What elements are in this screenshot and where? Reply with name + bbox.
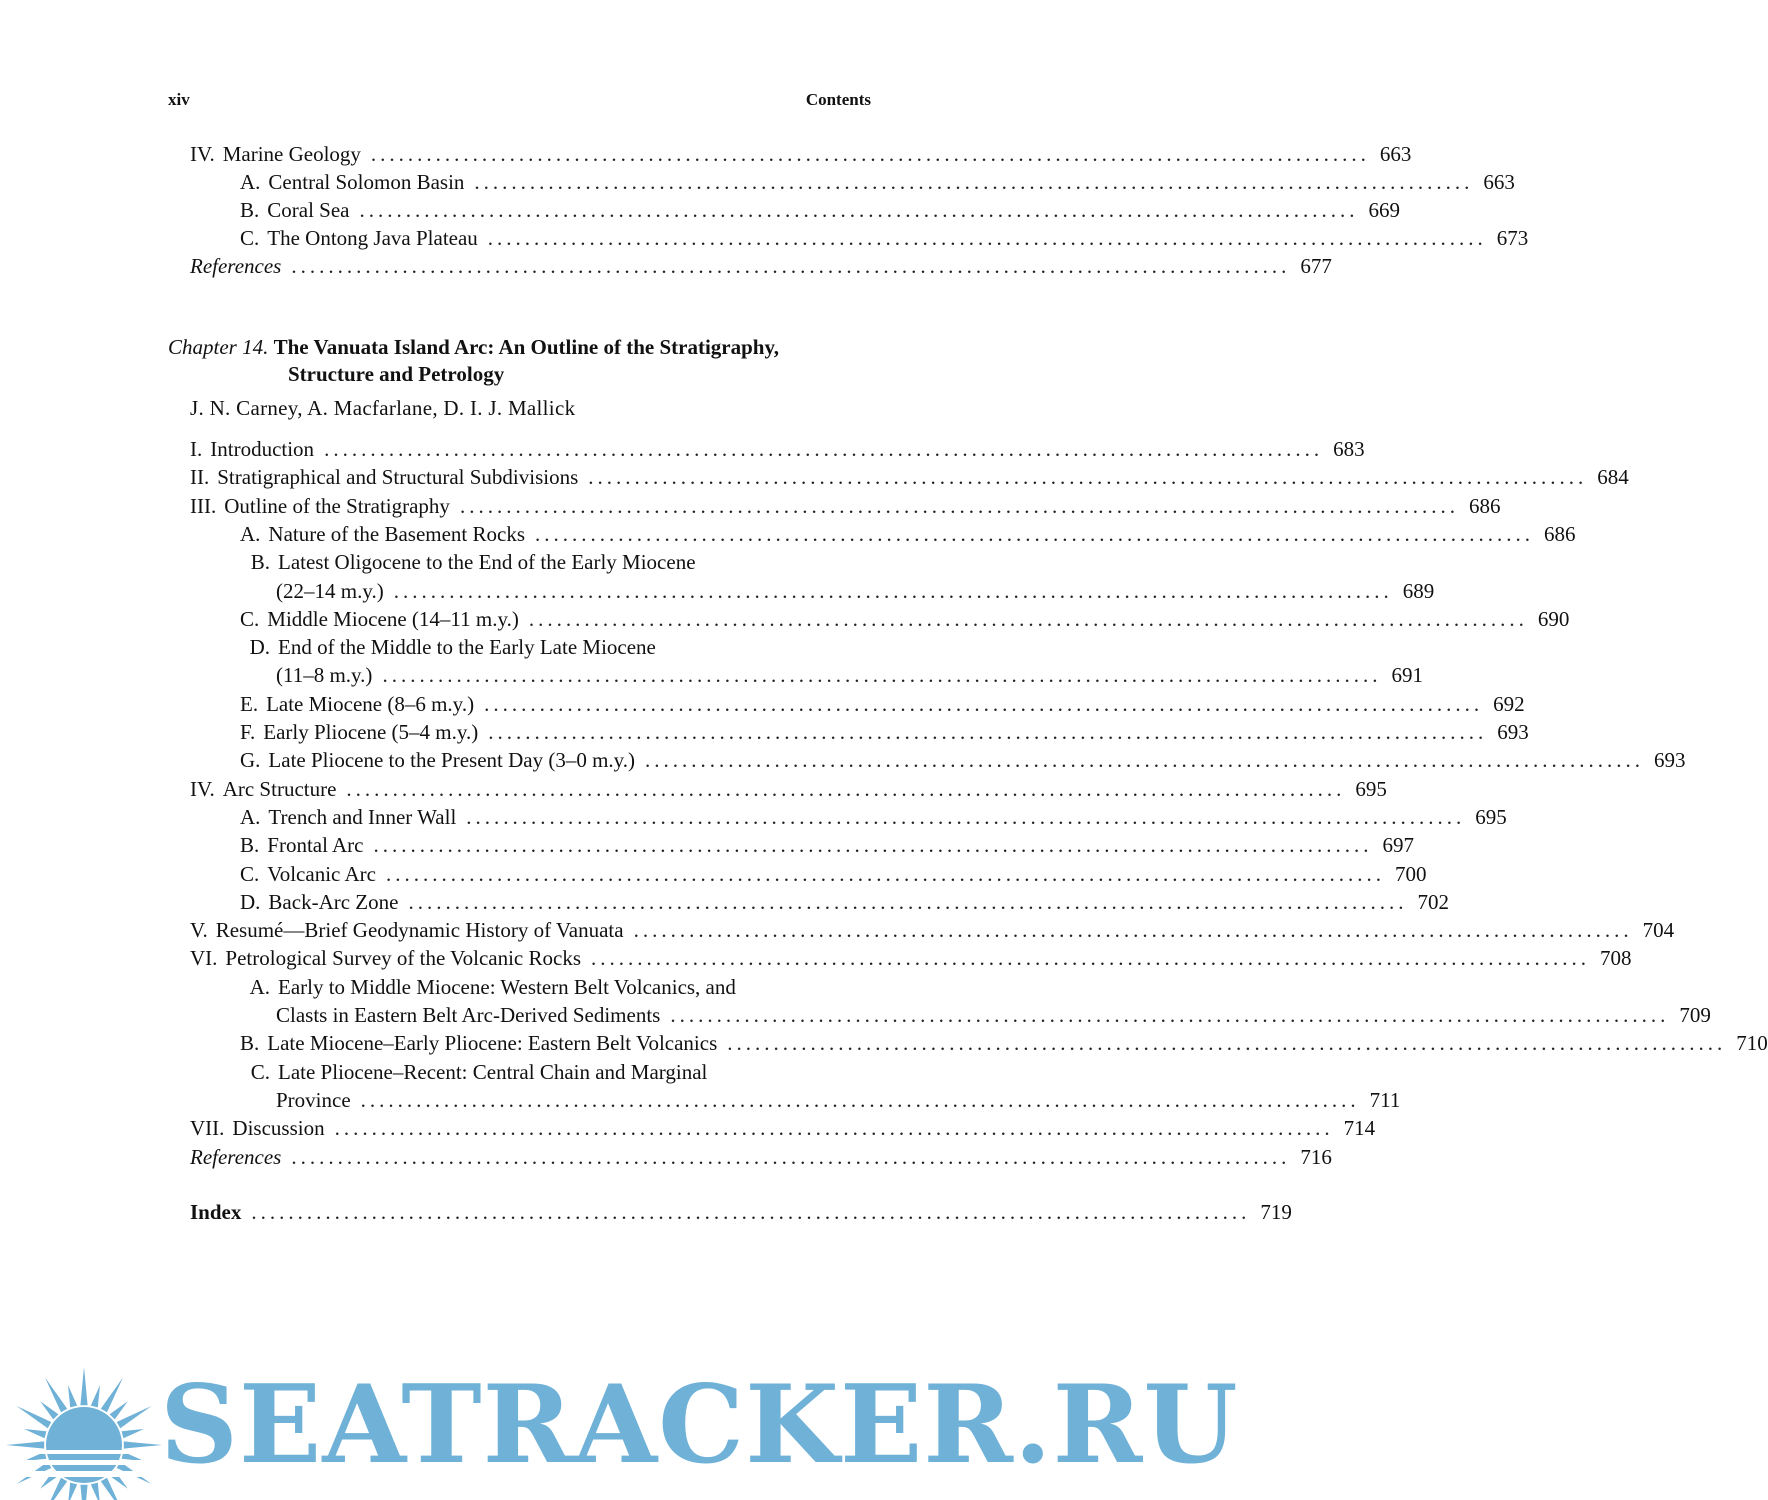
toc-entry <box>240 168 1515 196</box>
toc-entry <box>240 1029 1768 1057</box>
toc-entry-page: 690 <box>1537 607 1570 631</box>
toc-entry-number: A. <box>240 522 261 546</box>
leader-dots: ............................................................................................................ <box>373 833 1373 857</box>
toc-entry-page: 704 <box>1642 918 1675 942</box>
leader-dots: ............................................................................................................ <box>291 254 1291 278</box>
toc-entry-title: Clasts in Eastern Belt Arc-Derived Sediments <box>276 1003 661 1027</box>
toc-entry-title: Marine Geology <box>222 142 361 166</box>
sun-ray <box>91 1385 100 1407</box>
toc-entry-number: IV. <box>190 777 215 801</box>
sun-ray <box>68 1483 77 1500</box>
toc-entry-references <box>190 1143 1332 1171</box>
toc-entry-title: References <box>190 1145 282 1169</box>
toc-entry-number: A. <box>249 975 270 999</box>
leader-dots: ............................................................................................................ <box>324 437 1324 461</box>
toc-entry-number: D. <box>249 635 270 659</box>
toc-entry <box>240 548 871 576</box>
leader-dots: ............................................................................................................ <box>382 663 1382 687</box>
toc-entry-title: Volcanic Arc <box>267 862 376 886</box>
toc-entry-title: Index <box>190 1200 242 1224</box>
toc-entry-page: 684 <box>1597 465 1629 489</box>
toc-entry-title: (22–14 m.y.) <box>276 579 384 603</box>
sun-ray <box>24 1429 46 1438</box>
toc-entry <box>276 661 1423 689</box>
toc-entry-number: A. <box>240 170 261 194</box>
toc-entry <box>190 463 1629 491</box>
toc-entry-number: A. <box>240 805 261 829</box>
toc-entry <box>190 944 1632 972</box>
leader-dots: ............................................................................................................ <box>474 170 1474 194</box>
toc-entry <box>190 775 1387 803</box>
watermark-text: SEATRACKER.RU <box>160 1362 1239 1488</box>
toc-entry-title: Central Solomon Basin <box>268 170 465 194</box>
toc-entry-number: I. <box>190 437 203 461</box>
toc-entry-number: C. <box>240 607 260 631</box>
toc-entry-page: 673 <box>1496 226 1529 250</box>
toc-entry-title: Outline of the Stratigraphy <box>224 494 450 518</box>
toc-entry <box>190 1114 1376 1142</box>
toc-entry-title: Back-Arc Zone <box>268 890 399 914</box>
toc-entry-page: 686 <box>1544 522 1576 546</box>
toc-entry-number: IV. <box>190 142 215 166</box>
toc-entry-title: Latest Oligocene to the End of the Early Miocene <box>278 550 696 574</box>
toc-entry-title: Trench and Inner Wall <box>268 805 457 829</box>
toc-entry <box>240 690 1525 718</box>
toc-entry-title: Early Pliocene (5–4 m.y.) <box>263 720 479 744</box>
toc-entry-number: III. <box>190 494 217 518</box>
toc-entry-title: (11–8 m.y.) <box>276 663 373 687</box>
toc-entry-title: Late Pliocene to the Present Day (3–0 m.y.) <box>268 748 636 772</box>
toc-entry-page: 714 <box>1343 1116 1376 1140</box>
toc-entry-page: 663 <box>1483 170 1515 194</box>
toc-entry-number: G. <box>240 748 261 772</box>
toc-entry <box>276 1001 1711 1029</box>
chapter-label: Chapter 14. <box>168 335 269 359</box>
toc-entry <box>240 973 871 1001</box>
leader-dots: ............................................................................................................ <box>346 777 1346 801</box>
toc-entry-number: II. <box>190 465 210 489</box>
sun-ray <box>91 1483 100 1500</box>
toc-entry-title: Middle Miocene (14–11 m.y.) <box>267 607 519 631</box>
leader-dots: ............................................................................................................ <box>334 1116 1334 1140</box>
toc-entry-title: The Ontong Java Plateau <box>267 226 478 250</box>
leader-dots: ............................................................................................................ <box>591 946 1590 970</box>
toc-entry <box>240 605 1570 633</box>
toc-entry-number: V. <box>190 918 208 942</box>
sun-ray <box>124 1441 162 1448</box>
leader-dots: ............................................................................................................ <box>459 494 1459 518</box>
chapter-title-continued: Structure and Petrology <box>288 362 505 386</box>
toc-entry <box>240 860 1427 888</box>
toc-entry-page: 711 <box>1369 1088 1401 1112</box>
toc-entry-title: Late Miocene (8–6 m.y.) <box>266 692 475 716</box>
toc-entry <box>276 577 1435 605</box>
toc-entry-page: 683 <box>1333 437 1365 461</box>
sun-ray <box>80 1367 87 1405</box>
toc-entry-page: 692 <box>1493 692 1525 716</box>
toc-entry-page: 719 <box>1260 1200 1292 1224</box>
leader-dots: ............................................................................................................ <box>385 862 1385 886</box>
chapter-title: The Vanuata Island Arc: An Outline of the Stratigraphy, <box>273 335 780 359</box>
toc-entry-page: 663 <box>1379 142 1412 166</box>
toc-entry-title: Late Pliocene–Recent: Central Chain and Marginal <box>278 1060 708 1084</box>
toc-entry-page: 689 <box>1402 579 1435 603</box>
toc-entry <box>240 196 1400 224</box>
page-number-label: xiv <box>168 90 190 109</box>
toc-entry-number: C. <box>240 226 260 250</box>
toc-entry-page: 708 <box>1600 946 1632 970</box>
toc-entry-page: 693 <box>1497 720 1529 744</box>
toc-entry-title: Province <box>276 1088 351 1112</box>
toc-entry-title: Early to Middle Miocene: Western Belt Volcanics, and <box>278 975 736 999</box>
leader-dots: ............................................................................................................ <box>488 720 1488 744</box>
toc-entry <box>240 718 1529 746</box>
leader-dots: ............................................................................................................ <box>393 579 1393 603</box>
toc-entry-page: 693 <box>1654 748 1686 772</box>
leader-dots: ............................................................................................................ <box>588 465 1588 489</box>
sun-ray <box>68 1385 77 1407</box>
toc-entry <box>240 888 1449 916</box>
toc-entry-title: Discussion <box>232 1116 325 1140</box>
toc-entry <box>190 916 1675 944</box>
leader-dots: ............................................................................................................ <box>251 1200 1251 1224</box>
toc-entry-number: C. <box>240 862 260 886</box>
leader-dots: ............................................................................................................ <box>408 890 1408 914</box>
toc-entry-title: References <box>190 254 282 278</box>
toc-entry-references <box>190 252 1332 280</box>
toc-entry-index <box>190 1198 1292 1226</box>
toc-entry-page: 686 <box>1468 494 1501 518</box>
leader-dots: ............................................................................................................ <box>528 607 1528 631</box>
toc-entry-page: 669 <box>1368 198 1400 222</box>
toc-entry-title: Resumé—Brief Geodynamic History of Vanuata <box>215 918 624 942</box>
toc-entry-number: F. <box>240 720 256 744</box>
toc-entry-number: VI. <box>190 946 218 970</box>
toc-entry-title: Late Miocene–Early Pliocene: Eastern Belt Volcanics <box>267 1031 718 1055</box>
leader-dots: ............................................................................................................ <box>291 1145 1291 1169</box>
toc-entry-page: 716 <box>1300 1145 1332 1169</box>
leader-dots: ............................................................................................................ <box>670 1003 1670 1027</box>
leader-dots: ............................................................................................................ <box>360 1088 1360 1112</box>
toc-entry-page: 700 <box>1394 862 1427 886</box>
sun-ray <box>6 1441 44 1448</box>
sun-ray <box>80 1485 87 1500</box>
leader-dots: ............................................................................................................ <box>370 142 1370 166</box>
toc-entry-page: 677 <box>1300 254 1332 278</box>
toc-entry-title: Coral Sea <box>267 198 350 222</box>
toc-entry-number: B. <box>240 198 260 222</box>
toc-entry <box>190 140 1412 168</box>
toc-entry-page: 710 <box>1736 1031 1768 1055</box>
sun-ray <box>40 1401 58 1419</box>
toc-entry-page: 691 <box>1391 663 1423 687</box>
toc-entry-title: Frontal Arc <box>267 833 364 857</box>
toc-entry-page: 697 <box>1382 833 1414 857</box>
leader-dots: ............................................................................................................ <box>535 522 1535 546</box>
toc-entry-title: Nature of the Basement Rocks <box>268 522 526 546</box>
toc-entry <box>190 492 1501 520</box>
toc-entry <box>240 746 1686 774</box>
toc-entry <box>240 520 1576 548</box>
toc-entry <box>240 1058 871 1086</box>
leader-dots: ............................................................................................................ <box>484 692 1484 716</box>
toc-entry-page: 709 <box>1679 1003 1711 1027</box>
leader-dots: ............................................................................................................ <box>727 1031 1727 1055</box>
toc-entry-number: B. <box>240 833 260 857</box>
toc-entry-title: End of the Middle to the Early Late Miocene <box>278 635 656 659</box>
toc-entry-title: Introduction <box>210 437 315 461</box>
toc-entry-page: 702 <box>1417 890 1449 914</box>
leader-dots: ............................................................................................................ <box>645 748 1645 772</box>
toc-entry-number: B. <box>240 1031 260 1055</box>
leader-dots: ............................................................................................................ <box>466 805 1466 829</box>
sun-ray <box>122 1429 144 1438</box>
toc-entry-title: Stratigraphical and Structural Subdivisions <box>217 465 579 489</box>
toc-entry-title: Arc Structure <box>222 777 337 801</box>
chapter-heading <box>168 334 779 361</box>
toc-entry <box>240 633 871 661</box>
toc-entry <box>276 1086 1401 1114</box>
sun-ray <box>110 1401 128 1419</box>
toc-entry-title: Petrological Survey of the Volcanic Rocks <box>225 946 581 970</box>
leader-dots: ............................................................................................................ <box>487 226 1487 250</box>
toc-entry <box>240 831 1414 859</box>
leader-dots: ............................................................................................................ <box>359 198 1359 222</box>
toc-entry-number: VII. <box>190 1116 225 1140</box>
leader-dots: ............................................................................................................ <box>633 918 1633 942</box>
toc-entry-page: 695 <box>1475 805 1507 829</box>
toc-entry <box>190 435 1365 463</box>
toc-entry <box>240 803 1507 831</box>
toc-entry-number: C. <box>250 1060 270 1084</box>
toc-entry-page: 695 <box>1355 777 1387 801</box>
toc-entry-number: D. <box>240 890 261 914</box>
chapter-authors: J. N. Carney, A. Macfarlane, D. I. J. Mallick <box>190 396 576 420</box>
toc-entry-number: B. <box>250 550 270 574</box>
toc-entry-number: E. <box>240 692 259 716</box>
toc-entry <box>240 224 1529 252</box>
running-head-title: Contents <box>805 90 871 109</box>
